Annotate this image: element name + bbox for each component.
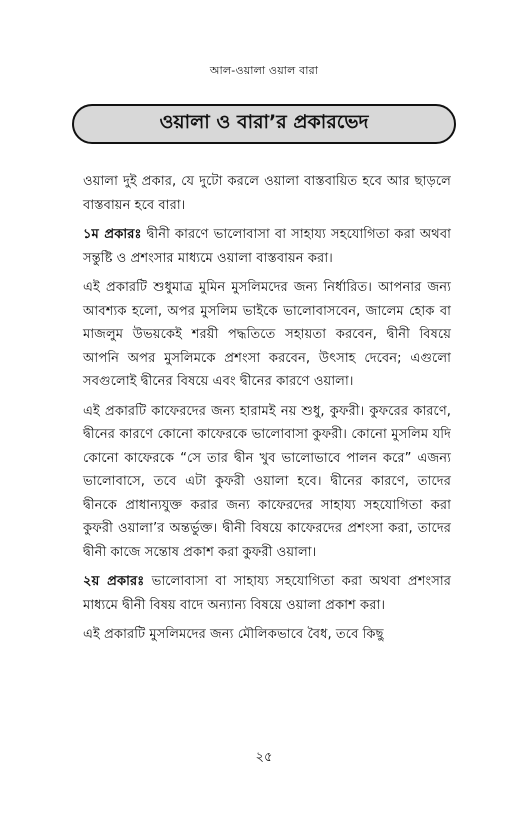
paragraph-disbelievers [83, 400, 451, 565]
body-text [83, 170, 451, 653]
paragraph-type-one [83, 223, 451, 270]
paragraph-believers [83, 276, 451, 394]
paragraph-text: ওয়ালা দুই প্রকার, যে দুটো করলে ওয়ালা বাস্তবায়িত হবে আর ছাড়লে বাস্তবায়ন হবে বারা। [83, 174, 451, 213]
paragraph-text: এই প্রকারটি কাফেরদের জন্য হারামই নয় শুধু, কুফরী। কুফরের কারণে, দ্বীনের কারণে কোনো কাফেরকে ভালোবাসা কুফরী। কোনো মুসলিম যদি কোনো কাফেরকে “সে তার দ্বীন খুব ভালোভাবে পালন করে” এজন্য ভালোবাসে, তবে এটা কুফরী ওয়ালা হবে। দ্বীনের কারণে, তাদের দ্বীনকে প্রাধান্যযুক্ত করার জন্য কাফেরদের সাহায্য সহযোগিতা করা কুফরী ওয়ালা’র অন্তর্ভুক্ত। দ্বীনী বিষয়ে কাফেরদের প্রশংসা করা, তাদের দ্বীনী কাজে সন্তোষ প্রকাশ করা কুফরী ওয়ালা। [83, 403, 451, 560]
chapter-title-banner [72, 104, 456, 144]
paragraph-label: ১ম প্রকারঃ [83, 227, 142, 242]
running-header: আল-ওয়ালা ওয়াল বারা [209, 64, 319, 77]
paragraph-text: এই প্রকারটি মুসলিমদের জন্য মৌলিকভাবে বৈধ, তবে কিছু [83, 627, 384, 642]
paragraph-text: দ্বীনী কারণে ভালোবাসা বা সাহায্য সহযোগিতা করা অথবা সন্তুষ্টি ও প্রশংসার মাধ্যমে ওয়ালা বাস্তবায়ন করা। [83, 227, 451, 266]
paragraph-permissible [83, 623, 451, 647]
paragraph-label: ২য় প্রকারঃ [83, 574, 145, 589]
chapter-title: ওয়ালা ও বারা’র প্রকারভেদ [159, 111, 369, 133]
paragraph-text: এই প্রকারটি শুধুমাত্র মুমিন মুসলিমদের জন্য নির্ধারিত। আপনার জন্য আবশ্যক হলো, অপর মুসলিম ভাইকে ভালোবাসবেন, জালেম হোক বা মাজলুম উভয়কেই শরয়ী পদ্ধতিতে সহায়তা করবেন, দ্বীনী বিষয়ে আপনি অপর মুসলিমকে প্রশংসা করবেন, উৎসাহ দেবেন; এগুলো সবগুলোই দ্বীনের বিষয়ে এবং দ্বীনের কারণে ওয়ালা। [83, 280, 451, 389]
paragraph-type-two [83, 570, 451, 617]
paragraph-text: ভালোবাসা বা সাহায্য সহযোগিতা করা অথবা প্রশংসার মাধ্যমে দ্বীনী বিষয় বাদে অন্যান্য বিষয়ে ওয়ালা প্রকাশ করা। [83, 574, 451, 613]
page-number: ২৫ [255, 750, 273, 765]
paragraph-intro [83, 170, 451, 217]
